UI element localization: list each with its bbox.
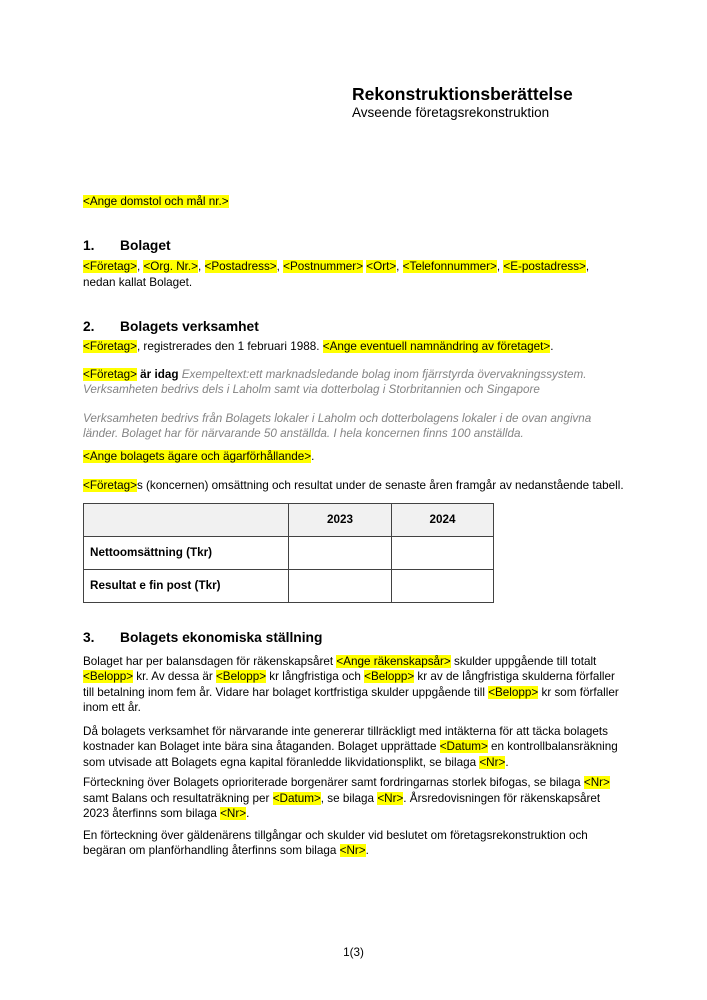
operations-paragraph	[83, 411, 624, 442]
placeholder-field[interactable]: <Postadress>	[204, 260, 277, 274]
debts-paragraph	[83, 654, 624, 716]
text-run: kr av de långfristiga skulderna förfaller till betalning inom fem år. Vidare har bolaget kortfristiga skulder uppgående till	[83, 670, 615, 699]
ownership-paragraph	[83, 449, 624, 465]
text-run: ,	[496, 260, 504, 274]
text-run: , se bilaga	[320, 791, 378, 805]
result-2024-cell[interactable]	[392, 569, 494, 602]
placeholder-field[interactable]: <Postnummer>	[283, 260, 364, 274]
placeholder-field[interactable]: <Företag>	[83, 260, 137, 274]
result-2023-cell[interactable]	[289, 569, 392, 602]
text-run: En förteckning över gäldenärens tillgångar och skulder vid beslutet om företagsrekonstruktion och begäran om planförhandling återfinns som bilaga	[83, 828, 588, 858]
placeholder-field[interactable]: <Belopp>	[488, 685, 539, 699]
document-title: Rekonstruktionsberättelse	[352, 84, 573, 104]
section-3-number: 3.	[83, 629, 95, 645]
text-run: skulder uppgående till totalt	[450, 654, 597, 668]
table-header-empty-cell	[84, 503, 289, 536]
placeholder-field[interactable]: <Belopp>	[215, 670, 267, 684]
placeholder-field[interactable]: <Nr>	[339, 844, 366, 858]
placeholder-field[interactable]: <Ort>	[366, 260, 397, 274]
company-details-paragraph	[83, 259, 624, 290]
balance-sheet-paragraph	[83, 724, 624, 771]
text-run: samt Balans och resultaträkning per	[83, 791, 273, 805]
placeholder-field[interactable]: <Nr>	[479, 755, 506, 769]
placeholder-field[interactable]: <Ange domstol och mål nr.>	[83, 194, 229, 208]
document-content	[83, 0, 624, 859]
placeholder-field[interactable]: <Nr>	[583, 776, 610, 790]
text-run: .	[550, 340, 554, 354]
text-run: kr långfristiga och	[266, 670, 365, 684]
net-sales-2024-cell[interactable]	[392, 536, 494, 569]
text-run: kr som förfaller inom ett år.	[83, 685, 619, 715]
section-3-title: Bolagets ekonomiska ställning	[120, 629, 323, 645]
text-run: Förteckning över Bolagets oprioriterade borgenärer samt fordringarnas storlek bifogas, se bilaga	[83, 776, 584, 790]
row-label-net-sales: Nettoomsättning (Tkr)	[84, 536, 289, 569]
placeholder-field[interactable]: <Ange eventuell namnändring av företaget>	[322, 340, 551, 354]
placeholder-field[interactable]: <Företag>	[83, 340, 137, 354]
placeholder-field[interactable]: <Belopp>	[364, 670, 415, 684]
title-block	[352, 84, 624, 121]
table-row-net-sales	[84, 536, 494, 569]
text-run: . Årsredovisningen för räkenskapsåret 2023 återfinns som bilaga	[83, 791, 601, 821]
placeholder-field[interactable]: <Org. Nr.>	[143, 260, 198, 274]
text-run: Bolaget har per balansdagen för räkenskapsåret	[83, 654, 337, 668]
text-run: , registrerades den 1 februari 1988.	[136, 340, 323, 354]
placeholder-field[interactable]: <Telefonnummer>	[402, 260, 497, 274]
placeholder-field[interactable]: <Företag>	[83, 479, 137, 493]
placeholder-field[interactable]: <E-postadress>	[503, 260, 586, 274]
placeholder-field[interactable]: <Nr>	[377, 791, 404, 805]
business-description-paragraph	[83, 367, 624, 398]
table-row-result	[84, 569, 494, 602]
text-run: ,	[396, 260, 403, 274]
text-run: .	[246, 807, 250, 821]
example-text-run: Exempeltext:ett marknadsledande bolag inom fjärrstyrda övervakningssystem. Verksamheten bedrivs dels i Laholm samt via dotterbolag i Storbritannien och Singapore	[83, 367, 587, 397]
placeholder-field[interactable]: <Belopp>	[83, 670, 134, 684]
document-subtitle: Avseende företagsrekonstruktion	[352, 105, 550, 120]
section-1-title: Bolaget	[120, 238, 171, 254]
financial-results-table	[83, 503, 494, 603]
creditors-list-paragraph	[83, 775, 624, 822]
placeholder-field[interactable]: <Företag>	[83, 367, 137, 381]
placeholder-field[interactable]: <Nr>	[220, 807, 247, 821]
table-header-2024: 2024	[392, 503, 494, 536]
registration-paragraph	[83, 339, 624, 355]
text-run: .	[365, 844, 369, 858]
example-text-run: Verksamheten bedrivs från Bolagets lokaler i Laholm och dotterbolagens lokaler i de ovan angivna länder. Bolaget har för närvarande 50 anställda. I hela koncernen finns 100 anställda.	[83, 411, 592, 441]
assets-liabilities-paragraph	[83, 828, 624, 859]
section-2-title: Bolagets verksamhet	[120, 319, 259, 335]
placeholder-field[interactable]: <Ange räkenskapsår>	[336, 654, 451, 668]
row-label-result: Resultat e fin post (Tkr)	[84, 569, 289, 602]
page-number: 1(3)	[343, 946, 364, 959]
text-run: ,	[276, 260, 284, 274]
text-run: .	[311, 449, 315, 463]
text-run: Då bolagets verksamhet för närvarande inte genererar tillräckligt med intäkterna för att täcka bolagets kostnader kan Bolaget inte bära sina åtaganden. Bolaget upprättade	[83, 724, 608, 754]
placeholder-field[interactable]: <Ange bolagets ägare och ägarförhållande>	[83, 449, 312, 463]
section-2-number: 2.	[83, 319, 95, 335]
section-3-heading	[83, 630, 624, 646]
text-run: kr. Av dessa är	[133, 670, 216, 684]
table-header-2023: 2023	[289, 503, 392, 536]
text-run: en kontrollbalansräkning som utvisade att Bolagets egna kapital föranledde likvidationsplikt, se bilaga	[83, 740, 618, 769]
text-run: s (koncernen) omsättning och resultat under de senaste åren framgår av nedanstående tabell.	[136, 479, 624, 493]
court-and-case-number-line	[83, 194, 624, 210]
placeholder-field[interactable]: <Datum>	[272, 791, 321, 805]
text-run: .	[505, 755, 509, 769]
results-intro-paragraph	[83, 478, 624, 494]
table-header-row	[84, 503, 494, 536]
section-1-heading	[83, 238, 624, 254]
text-run: ,	[136, 260, 144, 274]
text-run: ,	[198, 260, 205, 274]
placeholder-field[interactable]: <Datum>	[439, 740, 488, 754]
text-run: , nedan kallat Bolaget.	[83, 260, 590, 289]
section-2-heading	[83, 319, 624, 335]
net-sales-2023-cell[interactable]	[289, 536, 392, 569]
section-1-number: 1.	[83, 238, 95, 254]
text-run: är idag	[136, 367, 182, 381]
